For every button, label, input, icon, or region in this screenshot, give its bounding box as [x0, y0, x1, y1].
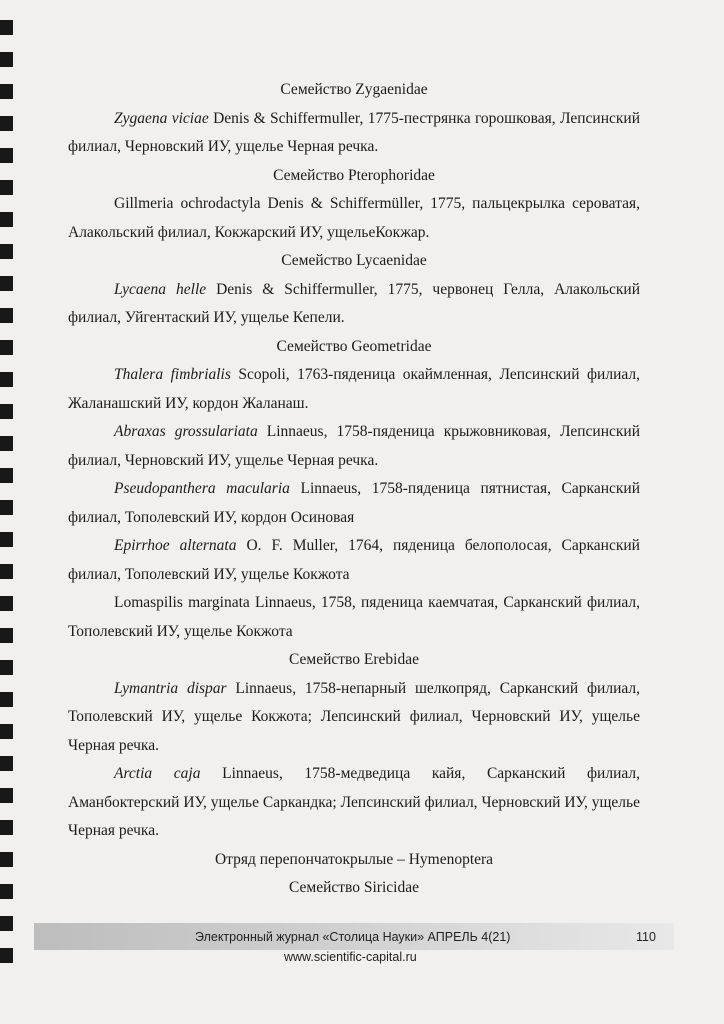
species-latin-name: Lymantria dispar — [114, 679, 227, 697]
binding-hole — [0, 468, 13, 483]
binding-hole — [0, 660, 13, 675]
family-heading: Семейство Lycaenidae — [281, 252, 427, 269]
species-entry — [68, 276, 640, 333]
species-entry — [68, 105, 640, 162]
binding-hole — [0, 628, 13, 643]
binding-hole — [0, 84, 13, 99]
species-description: Gillmeria ochrodactyla Denis & Schiffermüller, 1775, пальцекрылка сероватая, Алакольский филиал, Кокжарский ИУ, ущельеКокжар. — [68, 195, 640, 241]
species-latin-name: Epirrhoe alternata — [114, 537, 237, 554]
species-latin-name: Abraxas grossulariata — [114, 423, 258, 440]
footer-journal-title: Электронный журнал «Столица Науки» АПРЕЛЬ 4(21) — [195, 930, 511, 944]
species-description: Lomaspilis marginata Linnaeus, 1758, пяденица каемчатая, Сарканский филиал, Тополевский ИУ, ущелье Кокжота — [68, 594, 640, 640]
binding-hole — [0, 724, 13, 739]
page-number: 110 — [636, 930, 656, 944]
footer-url: www.scientific-capital.ru — [284, 950, 417, 964]
species-description: Denis & Schiffermuller, 1775, червонец Гелла, Алакольский филиал, Уйгентаский ИУ, ущелье Кепели. — [68, 280, 640, 326]
species-entry — [68, 760, 640, 846]
species-description: Linnaeus, 1758-непарный шелкопряд, Сарканский филиал, Тополевский ИУ, ущелье Кокжота; Лепсинский филиал, Черновский ИУ, ущелье Черная речка. — [68, 679, 640, 754]
species-description: Denis & Schiffermuller, 1775-пестрянка горошковая, Лепсинский филиал, Черновский ИУ, ущелье Черная речка. — [68, 109, 640, 155]
binding-hole — [0, 596, 13, 611]
binding-hole — [0, 436, 13, 451]
binding-hole — [0, 308, 13, 323]
species-entry — [68, 532, 640, 589]
binding-hole — [0, 820, 13, 835]
binding-hole — [0, 916, 13, 931]
species-latin-name: Zygaena viciae — [114, 109, 209, 127]
binding-hole — [0, 276, 13, 291]
document-body — [68, 76, 640, 903]
species-latin-name: Arctia caja — [114, 765, 201, 782]
binding-hole — [0, 788, 13, 803]
family-heading: Семейство Pterophoridae — [273, 166, 435, 184]
binding-hole — [0, 244, 13, 259]
binding-hole — [0, 372, 13, 387]
species-description: Scopoli, 1763-пяденица окаймленная, Лепсинский филиал, Жаланашский ИУ, кордон Жаланаш. — [68, 366, 640, 412]
binding-hole — [0, 948, 13, 963]
species-description: Linnaeus, 1758-пяденица крыжовниковая, Лепсинский филиал, Черновский ИУ, ущелье Черная речка. — [68, 423, 640, 469]
family-heading: Семейство Erebidae — [289, 651, 419, 668]
species-latin-name: Pseudopanthera macularia — [114, 480, 290, 497]
binding-hole — [0, 404, 13, 419]
species-description: Linnaeus, 1758-пяденица пятнистая, Сарканский филиал, Тополевский ИУ, кордон Осиновая — [68, 480, 640, 526]
family-heading: Семейство Geometridae — [276, 337, 432, 355]
binding-hole — [0, 852, 13, 867]
species-entry — [68, 190, 640, 247]
species-description: O. F. Muller, 1764, пяденица белополосая, Сарканский филиал, Тополевский ИУ, ущелье Кокжота — [68, 537, 640, 583]
species-entry — [68, 475, 640, 532]
binding-hole — [0, 180, 13, 195]
binding-hole — [0, 20, 13, 35]
binding-hole — [0, 500, 13, 515]
species-entry — [68, 675, 640, 761]
species-latin-name: Lycaena helle — [114, 280, 207, 298]
species-entry — [68, 418, 640, 475]
binding-hole — [0, 692, 13, 707]
family-heading: Семейство Zygaenidae — [280, 81, 428, 98]
species-entry — [68, 589, 640, 646]
binding-hole — [0, 116, 13, 131]
species-description: Linnaeus, 1758-медведица кайя, Сарканский филиал, Аманбоктерский ИУ, ущелье Саркандка; Лепсинский филиал, Черновский ИУ, ущелье Черная речка. — [68, 765, 640, 839]
binding-hole — [0, 564, 13, 579]
binding-hole — [0, 340, 13, 355]
family-heading: Семейство Siricidae — [289, 879, 419, 896]
binding-hole — [0, 212, 13, 227]
species-entry — [68, 361, 640, 418]
binding-holes — [0, 20, 16, 980]
binding-hole — [0, 884, 13, 899]
species-latin-name: Thalera fimbrialis — [114, 366, 231, 383]
binding-hole — [0, 532, 13, 547]
binding-hole — [0, 148, 13, 163]
binding-hole — [0, 756, 13, 771]
order-heading: Отряд перепончатокрылые – Hymenoptera — [214, 850, 494, 868]
binding-hole — [0, 52, 13, 67]
